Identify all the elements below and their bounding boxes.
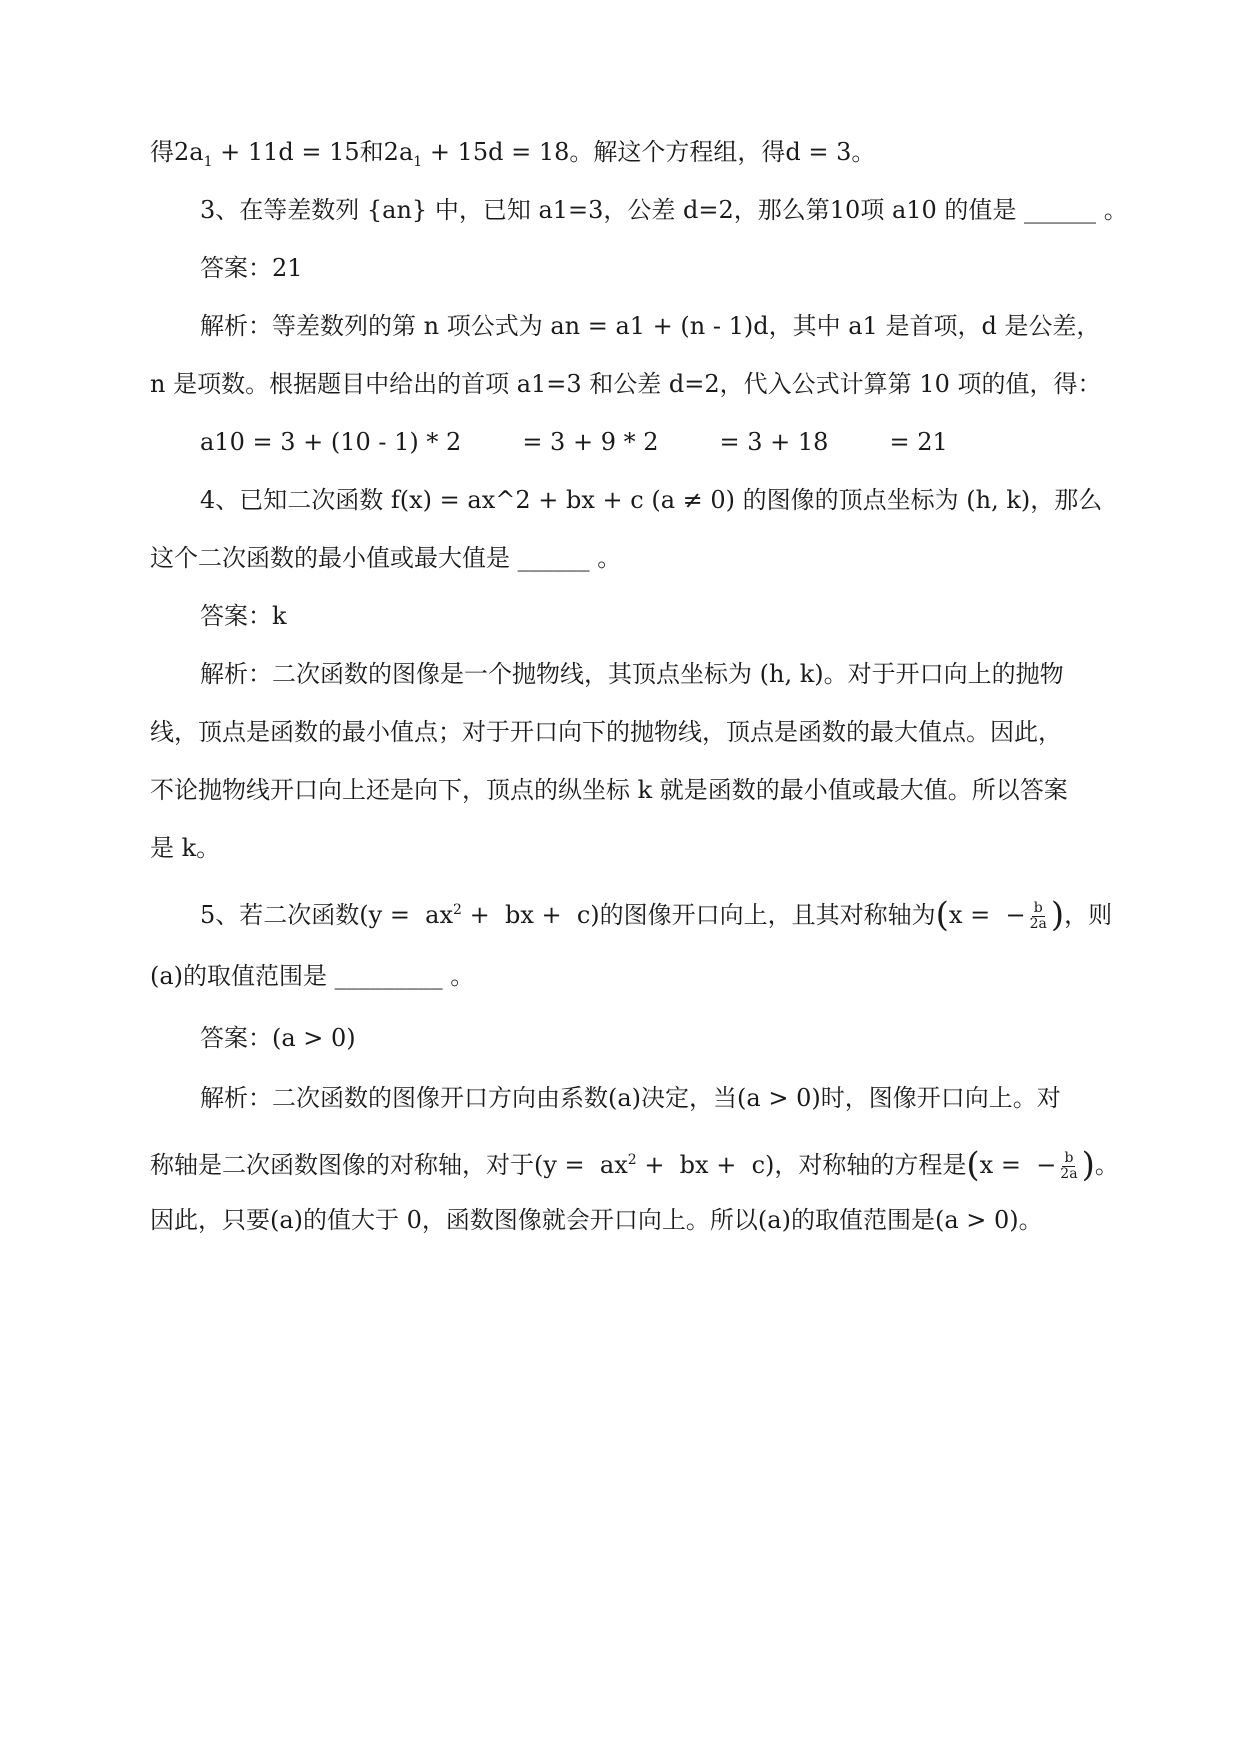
answer-3: 答案：21 (200, 254, 303, 282)
question-4-line-2: 这个二次函数的最小值或最大值是 ______ 。 (150, 544, 622, 572)
analysis-4-line-2: 线，顶点是函数的最小值点；对于开口向下的抛物线，顶点是函数的最大值点。因此， (150, 718, 1062, 746)
answer-5: 答案：(a > 0) (200, 1024, 356, 1052)
answer-4: 答案：k (200, 602, 287, 630)
analysis-4-line-4: 是 k。 (150, 834, 221, 862)
analysis-3-line-1: 解析：等差数列的第 n 项公式为 an = a1 + (n - 1)d，其中 a1 是首项，d 是公差， (200, 312, 1101, 340)
fraction: $\frac{b}{2a}$ (1029, 900, 1047, 932)
question-3: 3、在等差数列 {an} 中，已知 a1=3，公差 d=2，那么第10项 a10 的值是 ______ 。 (200, 196, 1128, 224)
analysis-5-line-1: 解析：二次函数的图像开口方向由系数(a)决定，当(a > 0)时，图像开口向上。对 (200, 1084, 1061, 1112)
question-5-line-1: 5、若二次函数($y = ax^2$ + bx + c)的图像开口向上，且其对称轴为(x = − $\frac{b}{2a}$ )，则 (200, 895, 1113, 935)
analysis-3-line-2: n 是项数。根据题目中给出的首项 a1=3 和公差 d=2，代入公式计算第 10 项的值，得： (150, 370, 1102, 398)
question-4-line-1: 4、已知二次函数 f(x) = ax^2 + bx + c (a ≠ 0) 的图像的顶点坐标为 (h, k)，那么 (200, 486, 1103, 514)
fraction: $\frac{b}{2a}$ (1060, 1150, 1078, 1182)
analysis-4-line-1: 解析：二次函数的图像是一个抛物线，其顶点坐标为 (h, k)。对于开口向上的抛物 (200, 660, 1064, 688)
analysis-4-line-3: 不论抛物线开口向上还是向下，顶点的纵坐标 k 就是函数的最小值或最大值。所以答案 (150, 776, 1068, 804)
question-5-line-2: (a)的取值范围是 _________ 。 (150, 962, 475, 990)
text-line: 得$2a_1 + 11d = 15$和$2a_1 + 15d = 18$。解这个方程组，得d = 3。 (150, 138, 876, 170)
calculation-3: a10 = 3 + (10 - 1) * 2 = 3 + 9 * 2 = 3 + 18 = 21 (200, 428, 948, 456)
analysis-5-line-3: 因此，只要(a)的值大于 0，函数图像就会开口向上。所以(a)的取值范围是(a > 0)。 (150, 1206, 1043, 1234)
analysis-5-line-2: 称轴是二次函数图像的对称轴，对于($y = ax^2$ + bx + c)，对称轴的方程是(x = − $\frac{b}{2a}$ )。 (150, 1145, 1119, 1185)
